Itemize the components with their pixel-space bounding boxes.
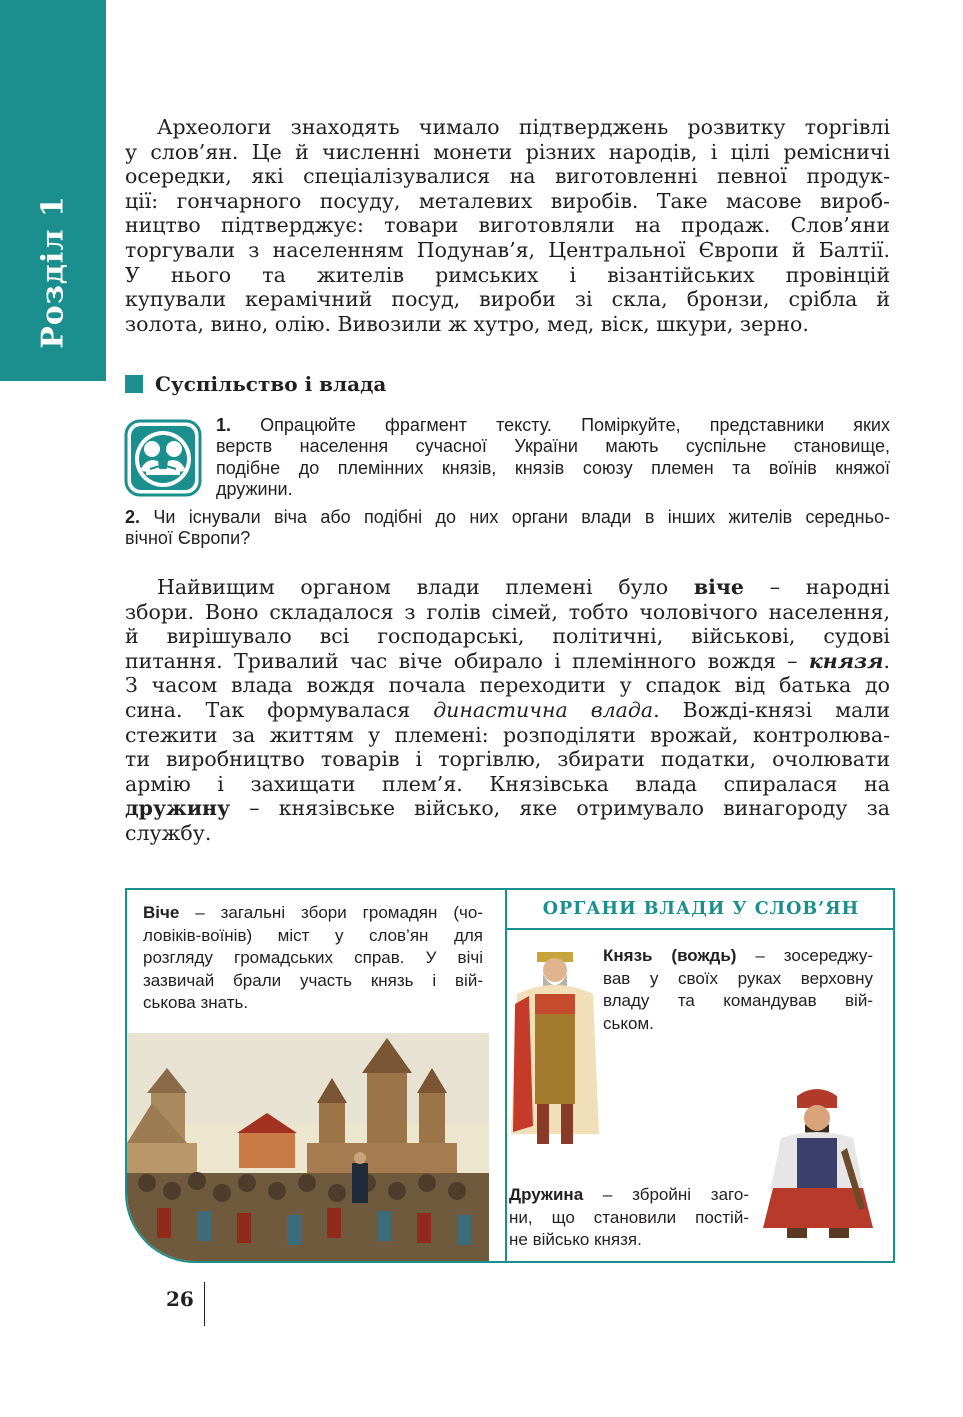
text-run: Найвищим органом влади племені було (157, 575, 694, 599)
section-title: Суспільство і влада (155, 372, 387, 396)
term-knyaz: князя (808, 648, 884, 673)
veche-assembly-illustration (127, 1033, 489, 1263)
text-line: ництво підтверджує: товари виготовляли на продаж. Слов’яни (125, 213, 890, 238)
page-number-divider (204, 1282, 205, 1326)
prince-figure-illustration (507, 934, 603, 1154)
text-line: ськом. (603, 1013, 654, 1033)
task-number: 2. (125, 507, 141, 527)
text-line: осередки, які спеціалізувалися на виготовленні певної продук- (125, 164, 890, 189)
text-run: . Вожді-князі мали (653, 697, 890, 722)
text-line: золота, вино, олію. Вивозили ж хутро, мед, віск, шкури, зерно. (125, 311, 809, 336)
text-line: не військо князя. (509, 1230, 642, 1249)
text-line: подібне до племінних князів, князів союзу племен та воїнів княжої (216, 457, 890, 478)
text-line (125, 796, 890, 821)
group-discussion-icon (124, 419, 202, 497)
task-1 (216, 415, 890, 500)
term-viche: віче (693, 575, 744, 599)
term-dynastic-power: династична влада (433, 697, 654, 722)
text-line: владу та командував вій- (603, 991, 873, 1010)
text-run: питання. Тривалий час віче обирало і племінного вождя – (125, 648, 809, 673)
section-label: Розділ 1 (35, 195, 71, 349)
power-organs-infobox (125, 888, 895, 1263)
text-line: розгляду громадських справ. У вічі (143, 948, 483, 967)
druzhyna-definition (509, 1184, 749, 1252)
task-text: Чи існували віча або подібні до них органи влади в інших жителів середньо- (153, 507, 890, 527)
infobox-title: ОРГАНИ ВЛАДИ У СЛОВ’ЯН (542, 899, 860, 919)
text-line (603, 945, 873, 968)
paragraph-trade (125, 115, 890, 336)
text-line: у слов’ян. Це й численні монети різних народів, і цілі ремісничі (125, 139, 890, 164)
text-run: – зосереджу- (736, 946, 873, 965)
knyaz-term: Князь (вождь) (603, 946, 737, 965)
text-line: ції: гончарного посуду, металевих виробів. Таке масове вироб- (125, 188, 890, 213)
warrior-figure-illustration (757, 1088, 879, 1240)
task-text: Опрацюйте фрагмент тексту. Поміркуйте, представники яких (260, 415, 890, 435)
text-line: службу. (125, 820, 212, 845)
text-line: ти виробництво товарів і торгівлю, збирати податки, очолювати (125, 747, 890, 772)
knyaz-definition (603, 945, 873, 1035)
text-line: збори. Воно складалося з голів сімей, тобто чоловічого населення, (125, 599, 890, 624)
section-heading (125, 372, 386, 396)
text-run: . (883, 648, 890, 673)
viche-term: Віче (143, 903, 180, 922)
text-line: ловіків-воїнів) міст у слов’ян для (143, 925, 483, 945)
text-line: й вирішувало всі господарські, політичні, військові, судові (125, 624, 890, 649)
text-run: – народні (743, 575, 890, 599)
text-run: – загальні збори громадян (чо- (179, 903, 483, 922)
page-number: 26 (166, 1287, 194, 1311)
text-line: вав у своїх руках верховну (603, 968, 873, 988)
term-druzhyna: дружину (125, 796, 231, 821)
text-run: – князівське військо, яке отримувало винагороду за (230, 796, 890, 821)
text-line (143, 902, 483, 925)
text-line (125, 507, 890, 528)
text-line (509, 1184, 749, 1207)
text-line: Археологи знаходять чимало підтверджень розвитку торгівлі (157, 115, 890, 139)
infobox-title-bar (507, 890, 895, 930)
text-line: армію і захищати плем’я. Князівська влада спиралася на (125, 771, 890, 796)
text-line: стежити за життям у племені: розподіляти врожай, контролюва- (125, 722, 890, 747)
text-line: ни, що становили постій- (509, 1207, 749, 1227)
text-line: У нього та жителів римських і візантійських провінцій (125, 262, 890, 287)
section-bullet-icon (125, 375, 143, 393)
text-line (125, 575, 890, 600)
text-line: купували керамічний посуд, вироби зі скла, бронзи, срібла й (125, 287, 890, 312)
text-line: вічної Європи? (125, 528, 251, 549)
text-line: З часом влада вождя почала переходити у спадок від батька до (125, 673, 890, 698)
text-line (125, 698, 890, 723)
text-line (125, 649, 890, 674)
text-line (216, 415, 890, 436)
viche-definition (143, 902, 483, 1015)
section-side-tab (0, 0, 106, 381)
druzhyna-term: Дружина (509, 1185, 584, 1204)
text-run: сина. Так формувалася (125, 697, 434, 722)
task-2 (125, 507, 890, 550)
text-line: ськова знать. (143, 993, 249, 1012)
paragraph-power (125, 575, 890, 846)
text-line: торгували з населенням Подунав’я, Центральної Європи й Балтії. (125, 237, 890, 262)
text-run: – збройні заго- (583, 1185, 749, 1204)
text-line: зазвичай брали участь князь і вій- (143, 970, 483, 990)
text-line: дружини. (216, 478, 293, 499)
task-number: 1. (216, 415, 232, 435)
text-line: верств населення сучасної України мають суспільне становище, (216, 436, 890, 457)
